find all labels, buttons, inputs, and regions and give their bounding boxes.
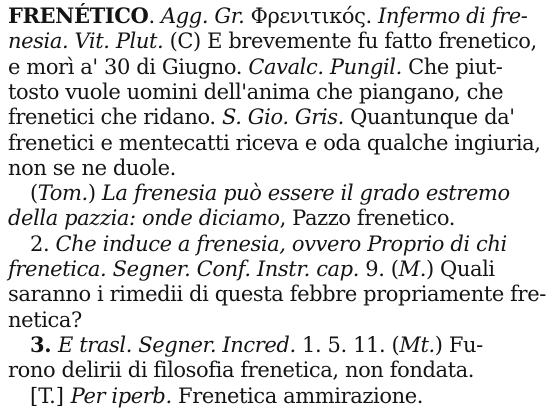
text-run: E trasl. Segner. Incred. [58,333,296,357]
text-run: frenetica. Segner. Conf. Instr. cap. [8,257,359,281]
entry-line [8,104,468,131]
text-run: rono delirii di filosofia frenetica, non fondata. [8,358,474,382]
text-run: Per iperb. [71,384,172,408]
entry-line [8,205,468,232]
entry-line [8,54,468,81]
text-run: La frenesia può essere il grado estremo [102,181,510,205]
text-run: nesia. Vit. Plut. [8,29,163,53]
text-run: [T.] [30,384,71,408]
text-run: Cavalc. Pungil. [248,55,402,79]
entry-line [8,28,468,55]
text-run: tosto vuole uomini dell'anima che piangano, che [8,80,503,104]
text-run: saranno i rimedii di questa febbre propriamente fre- [8,282,546,306]
text-run: 3. [30,332,58,357]
text-run: netica? [8,308,82,332]
text-run: , Pazzo frenetico. [280,206,455,230]
text-run: frenetici che ridano. [8,105,222,129]
text-run: Φρενιτικός. [244,4,378,28]
text-run: (C) E brevemente fu fatto frenetico, [163,29,537,53]
entry-line [8,281,468,308]
entry-line [30,231,468,258]
entry-line [8,130,468,157]
text-run: Che piut- [402,55,503,79]
entry-line [8,79,468,106]
entry-line [30,332,468,359]
text-run: Che induce a frenesia, ovvero Proprio di chi [56,232,507,256]
entry-line [8,3,468,30]
text-run: ) Quali [426,257,495,281]
text-run: non se ne duole. [8,156,176,180]
text-run: Infermo di fre- [378,4,527,28]
text-run: della pazzia: onde diciamo [8,206,280,230]
entry-line [30,180,468,207]
text-run: Quantunque da' [344,105,515,129]
headword: FRENÉTICO [8,3,148,28]
text-run: 9. ( [359,257,399,281]
text-run: . [148,4,161,28]
text-run: 1. 5. 11. ( [296,333,400,357]
text-run: Mt. [399,333,434,357]
text-run: Agg. Gr. [161,4,244,28]
entry-line [8,155,468,182]
entry-line [8,256,468,283]
text-run: Frenetica ammirazione. [172,384,423,408]
text-run: ) [88,181,102,205]
entry-line [8,307,468,334]
text-run: ( [30,181,38,205]
text-run: frenetici e mentecatti riceva e oda qualche ingiuria, [8,131,541,155]
entry-line [30,383,468,409]
text-run: ) Fu- [435,333,483,357]
text-run: e morì a' 30 di Giugno. [8,55,248,79]
text-run: M. [399,257,426,281]
entry-line [8,357,468,384]
text-run: 2. [30,232,56,256]
text-run: S. Gio. Gris. [222,105,344,129]
text-run: Tom. [38,181,88,205]
